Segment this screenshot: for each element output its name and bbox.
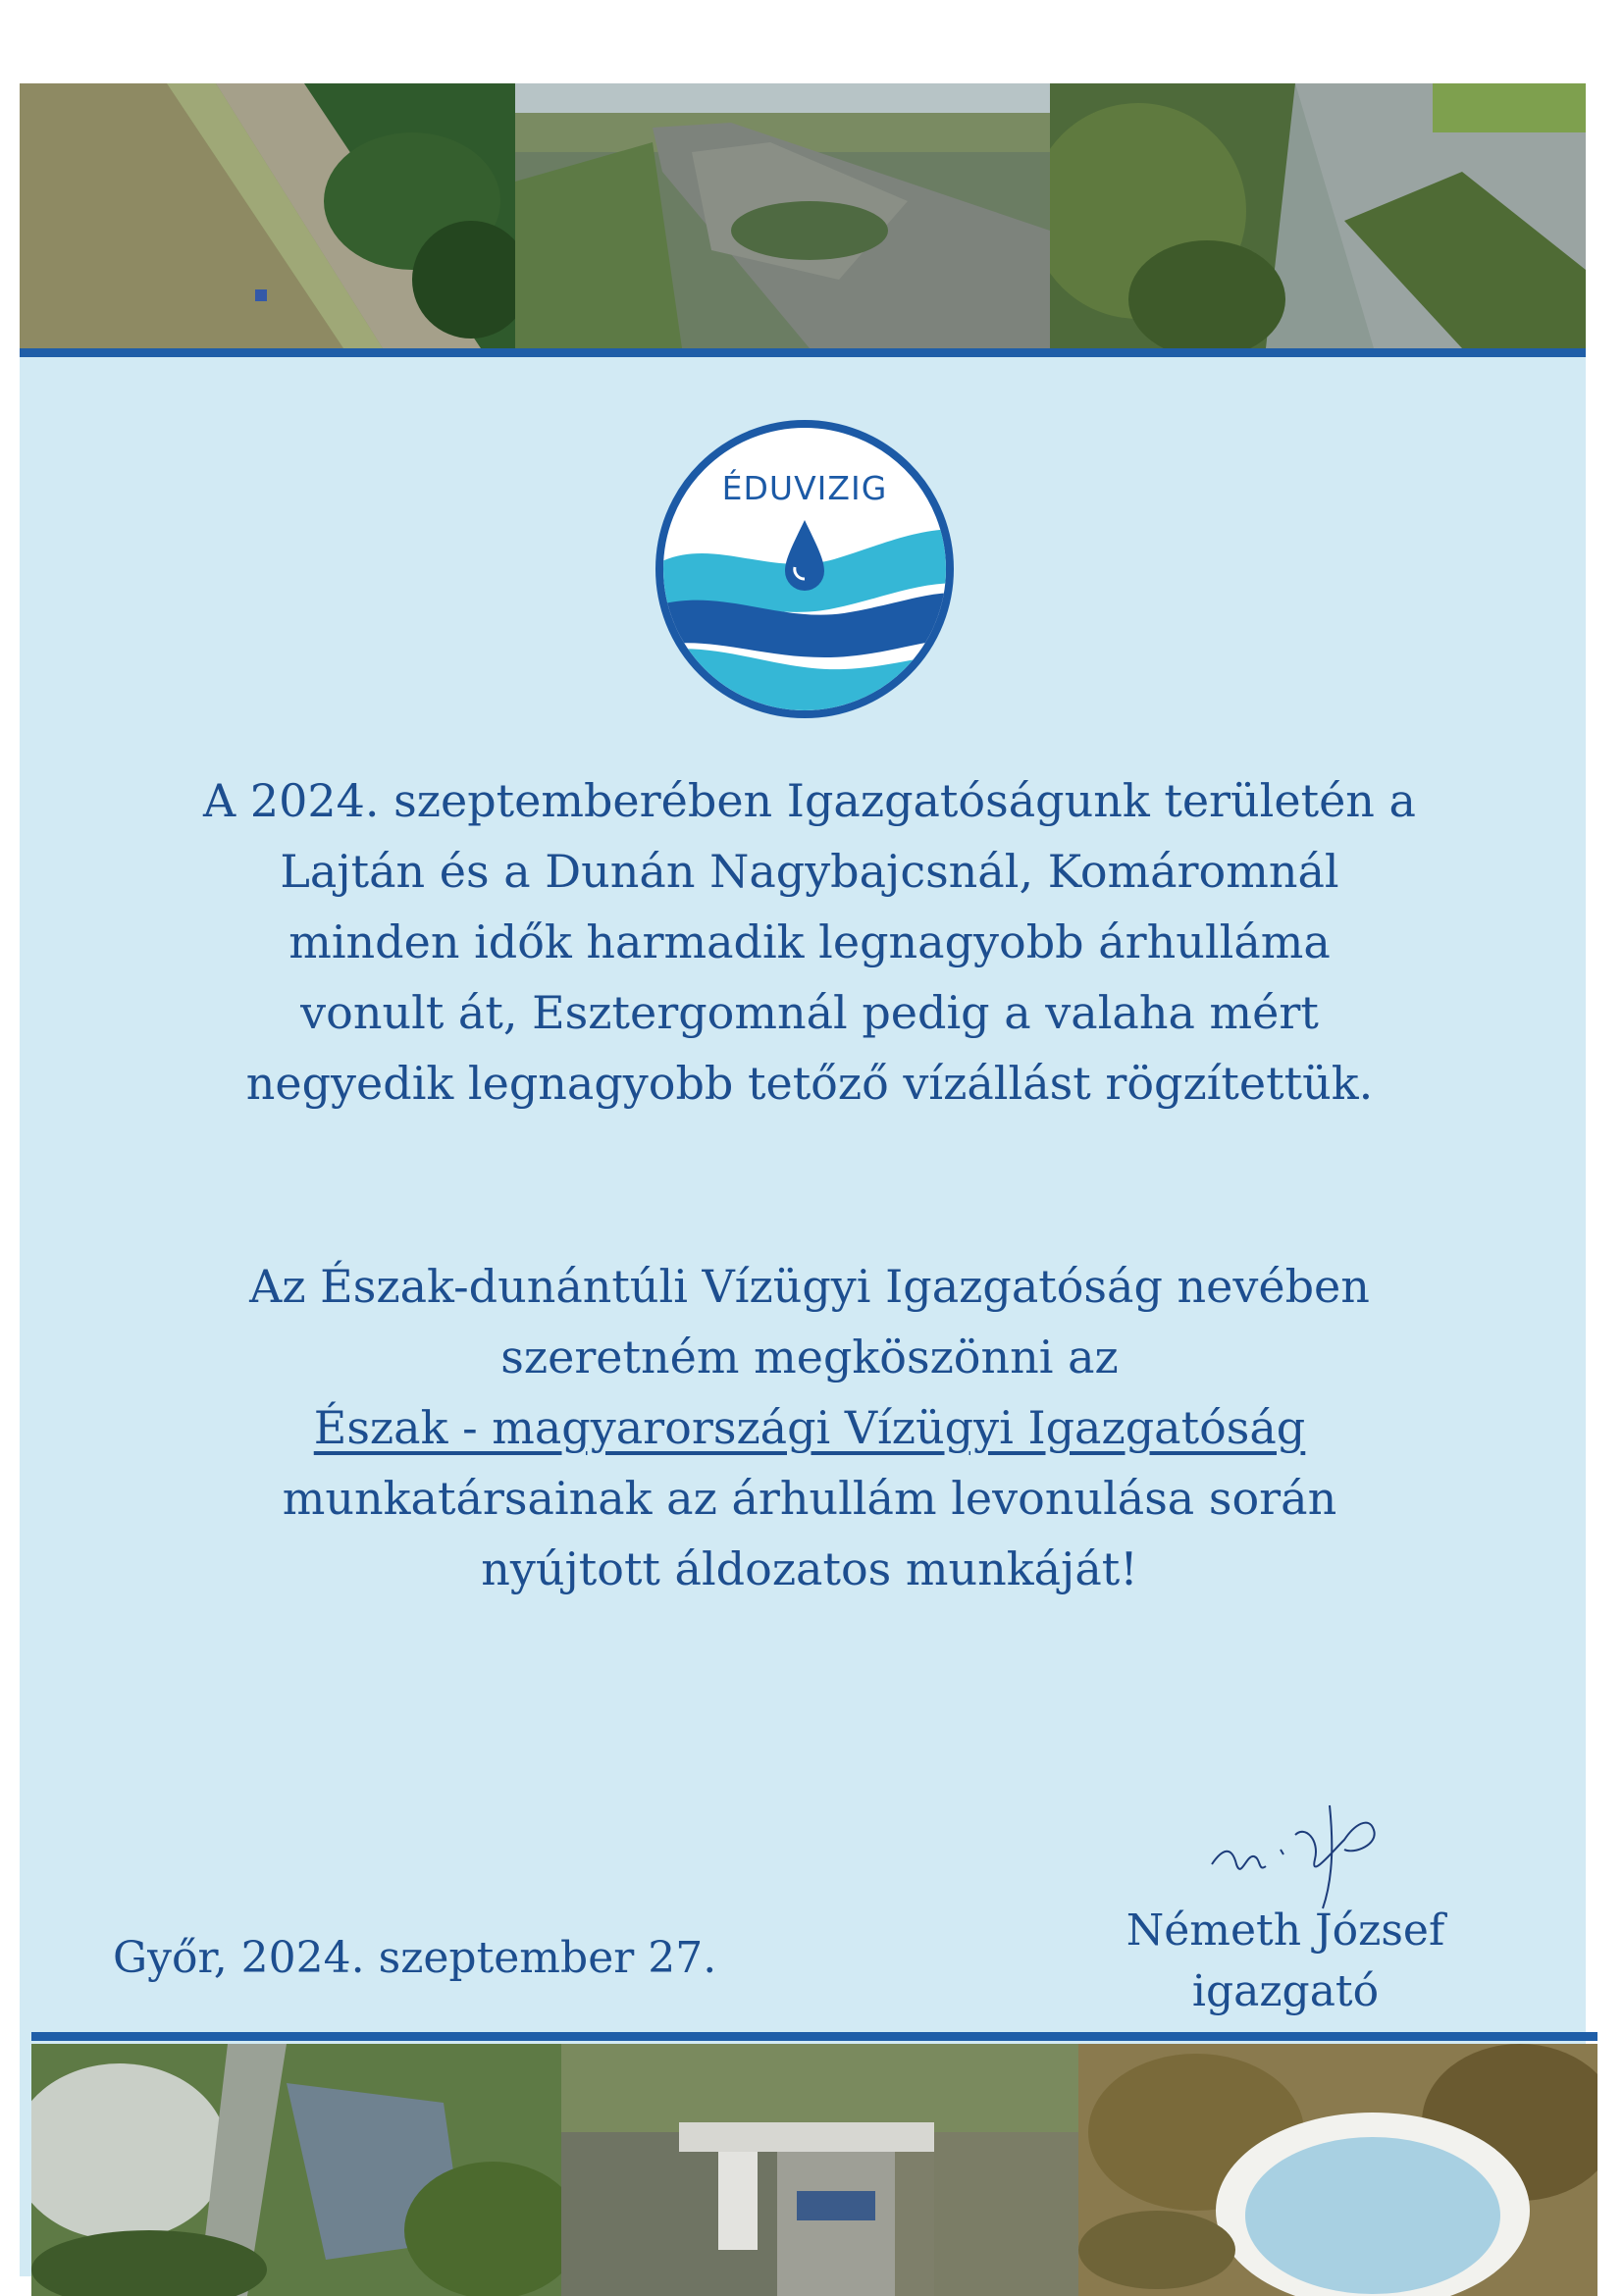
bottom-photo-strip [31, 2044, 1597, 2296]
paragraph-line: vonult át, Esztergomnál pedig a valaha mért [300, 986, 1319, 1039]
announcement-paragraph [79, 765, 1541, 1119]
paragraph-line: szeretném megköszönni az [500, 1331, 1119, 1383]
top-photo-strip [20, 83, 1586, 348]
paragraph-line: negyedik legnagyobb tetőző vízállást rögzítettük. [245, 1057, 1374, 1110]
place-and-date: Győr, 2024. szeptember 27. [113, 1933, 717, 1983]
recipient-organization: Észak - magyarországi Vízügyi Igazgatóság [313, 1401, 1306, 1454]
paragraph-line: Az Észak-dunántúli Vízügyi Igazgatóság nevében [249, 1260, 1370, 1313]
paragraph-line: A 2024. szeptemberében Igazgatóságunk területén a [203, 774, 1416, 827]
paragraph-line: munkatársainak az árhullám levonulása során [282, 1472, 1337, 1525]
eduvizig-logo [638, 412, 971, 726]
paragraph-line: Lajtán és a Dunán Nagybajcsnál, Komáromnál [280, 845, 1339, 898]
paragraph-line: minden idők harmadik legnagyobb árhulláma [288, 915, 1331, 968]
signer-block [1099, 1901, 1472, 2022]
signer-name: Németh József [1126, 1905, 1445, 1956]
paragraph-line: nyújtott áldozatos munkáját! [481, 1542, 1138, 1595]
photo-dike-aerial [20, 83, 515, 348]
photo-river-floodplain [515, 83, 1050, 348]
photo-canal-flow [1050, 83, 1586, 348]
bottom-divider-rule [31, 2032, 1597, 2041]
thanks-paragraph [79, 1251, 1541, 1604]
handwritten-signature [1207, 1796, 1403, 1913]
photo-flooded-forest [31, 2044, 561, 2296]
top-divider-rule [20, 348, 1586, 357]
signer-title: igazgató [1191, 1966, 1380, 2016]
photo-circular-pond [1078, 2044, 1597, 2296]
logo-wordmark: ÉDUVIZIG [721, 469, 888, 507]
photo-river-lock [561, 2044, 1078, 2296]
